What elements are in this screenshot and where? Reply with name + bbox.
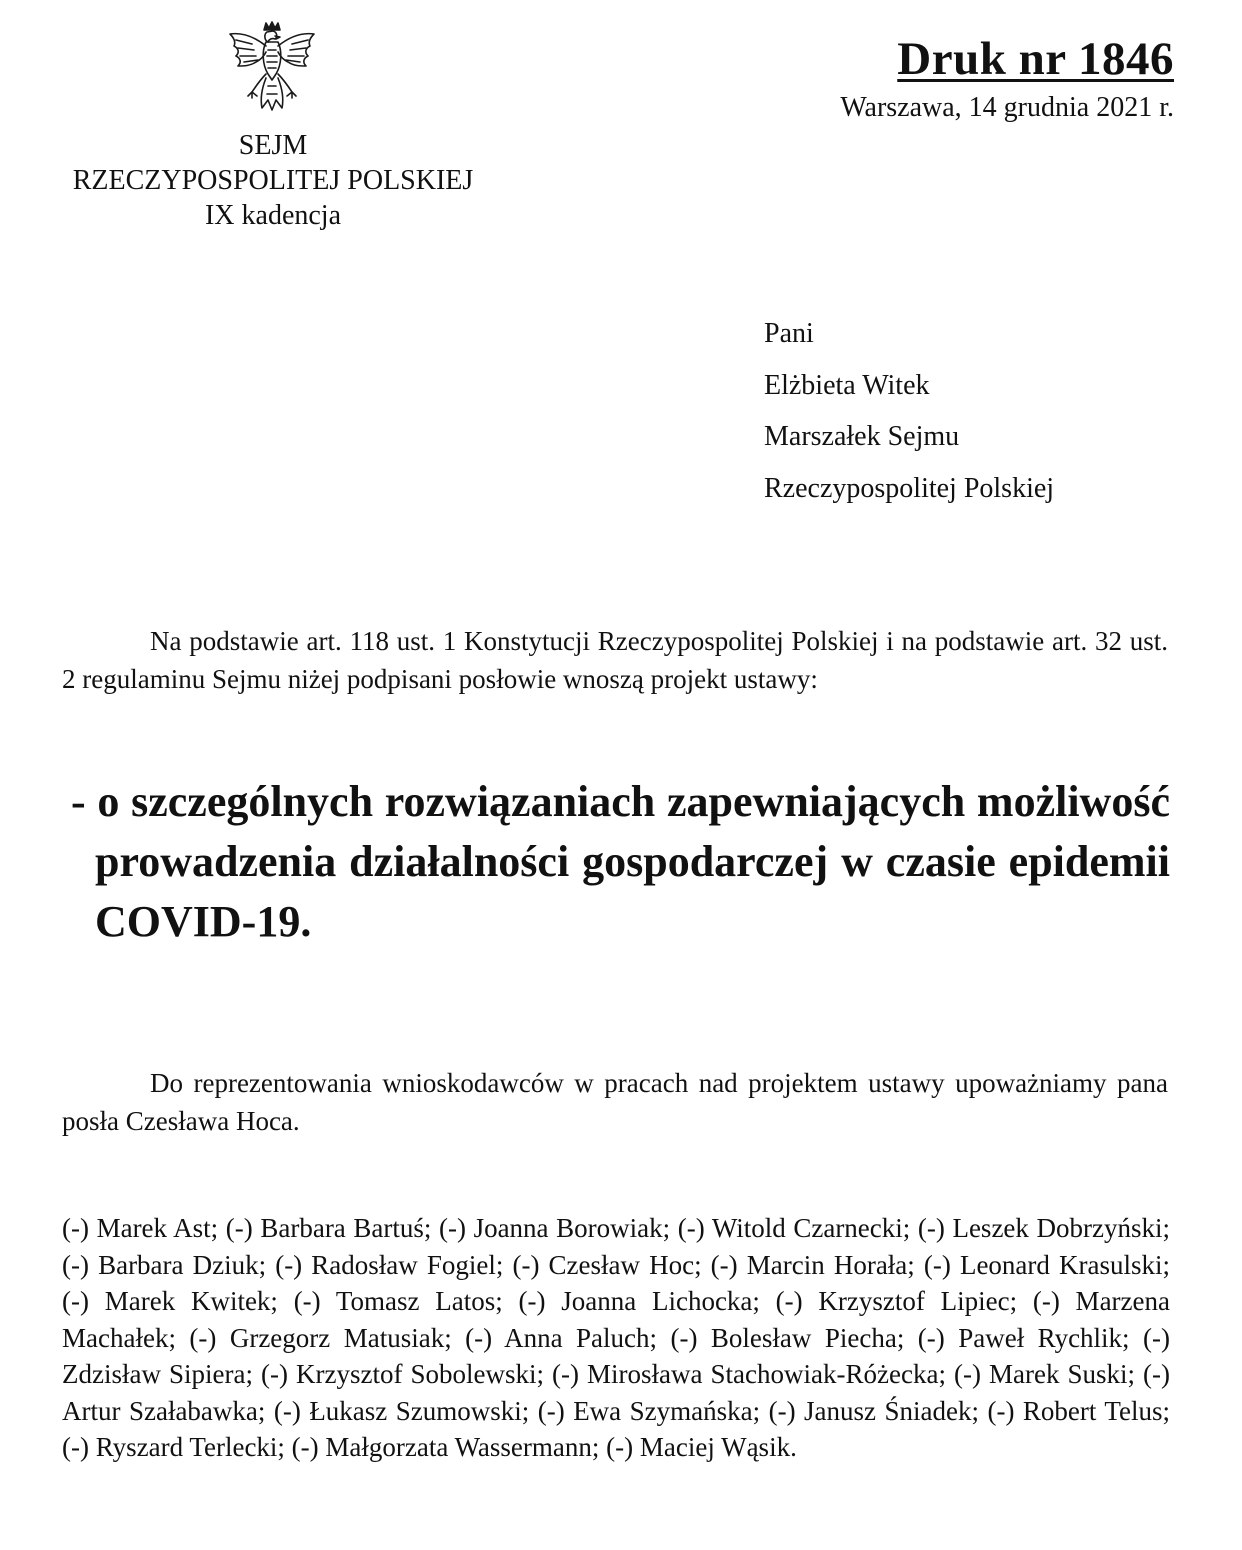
term-line: IX kadencja (204, 200, 342, 231)
signatories-list: (-) Marek Ast; (-) Barbara Bartuś; (-) Joanna Borowiak; (-) Witold Czarnecki; (-) Leszek Dobrzyński; (-) Barbara Dziuk; (-) Radosław Fogiel; (-) Czesław Hoc; (-) Marcin Horała; (-) Leonard Krasulski; (-) Marek Kwitek; (-) Tomasz Latos; (-) Joanna Lichocka; (-) Krzysztof Lipiec; (-) Marzena Machałek; (-) Grzegorz Matusiak; (-) Anna Paluch; (-) Bolesław Piecha; (-) Paweł Rychlik; (-) Zdzisław Sipiera; (-) Krzysztof Sobolewski; (-) Mirosława Stachowiak-Różecka; (-) Marek Suski; (-) Artur Szałabawka; (-) Łukasz Szumowski; (-) Ewa Szymańska; (-) Janusz Śniadek; (-) Robert Telus; (-) Ryszard Terlecki; (-) Małgorzata Wassermann; (-) Maciej Wąsik. (62, 1213, 1170, 1462)
addressee-line: Elżbieta Witek (764, 369, 930, 401)
place-and-date: Warszawa, 14 grudnia 2021 r. (840, 92, 1174, 123)
chamber-name (30, 128, 516, 233)
representation-paragraph: Do reprezentowania wnioskodawców w pracach nad projektem ustawy upoważniamy pana posła Czesława Hoca. (62, 1068, 1168, 1136)
addressee-line: Pani (764, 318, 814, 349)
print-number: Druk nr 1846 (897, 33, 1174, 85)
bill-title: - o szczególnych rozwiązaniach zapewniających możliwość prowadzenia działalności gospodarczej w czasie epidemii COVID-19. (71, 777, 1170, 946)
addressee-block (764, 308, 1054, 514)
chamber-line: SEJM (238, 130, 308, 161)
chamber-line: RZECZYPOSPOLITEJ POLSKIEJ (72, 165, 474, 196)
addressee-line: Rzeczypospolitej Polskiej (764, 472, 1055, 504)
intro-paragraph: Na podstawie art. 118 ust. 1 Konstytucji Rzeczypospolitej Polskiej i na podstawie art. 32 ust. 2 regulaminu Sejmu niżej podpisani posłowie wnoszą projekt ustawy: (62, 626, 1168, 694)
addressee-line: Marszałek Sejmu (764, 421, 960, 452)
eagle-emblem-icon (222, 20, 322, 112)
